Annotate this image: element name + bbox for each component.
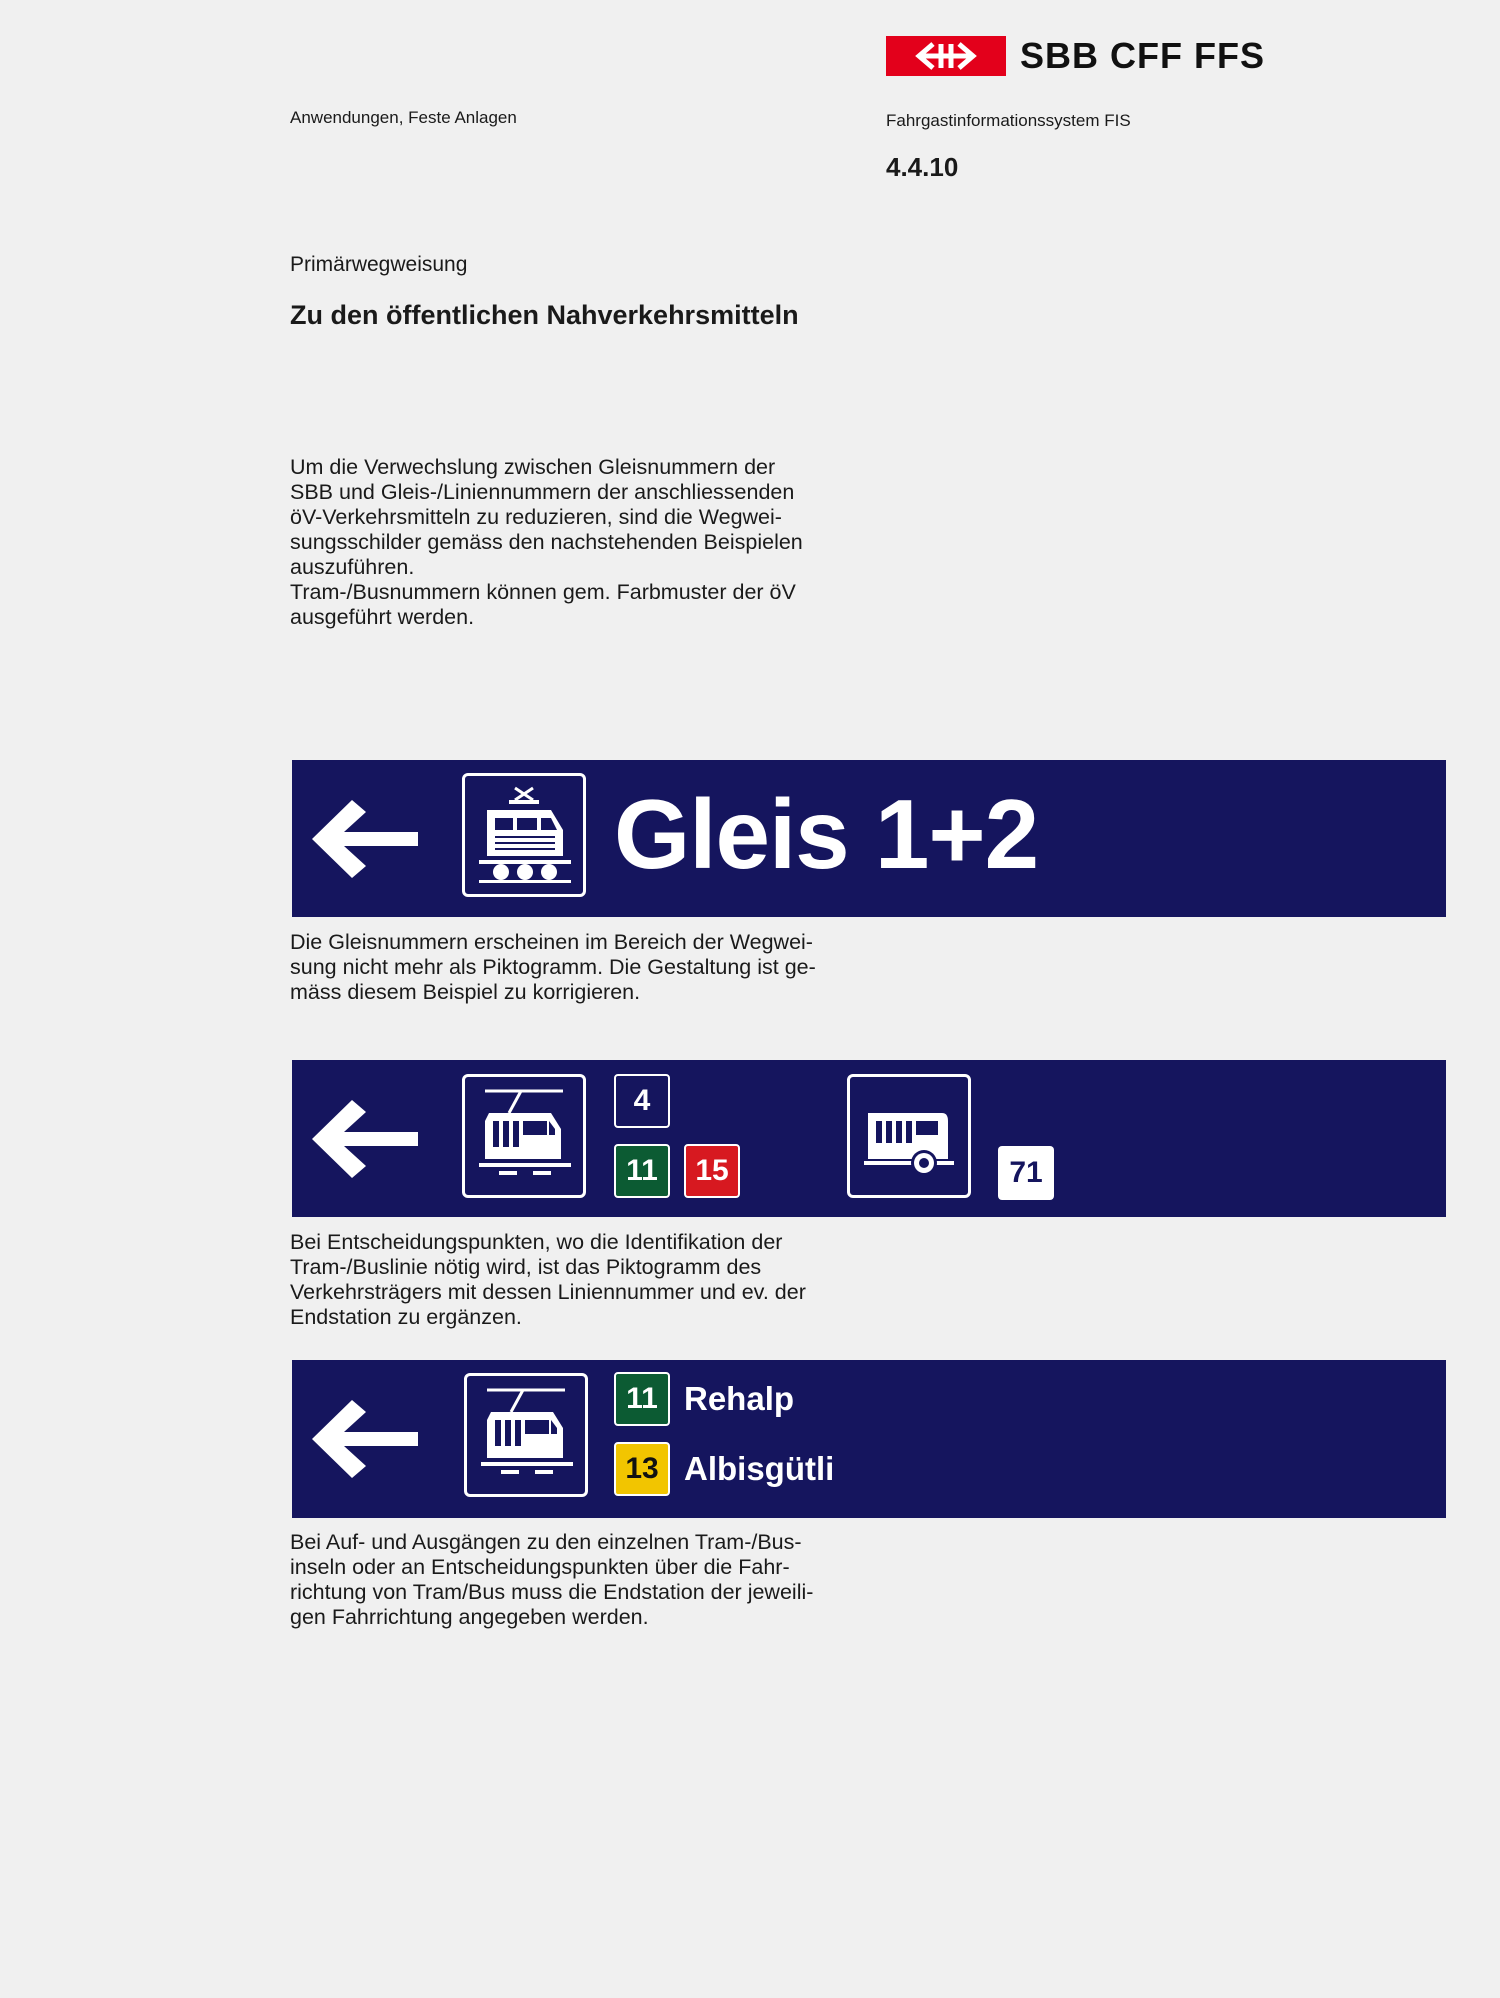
caption-line: Bei Auf- und Ausgängen zu den einzelnen Tram-/Bus- (290, 1530, 802, 1554)
line-badge-11: 11 (614, 1144, 670, 1198)
intro-line: ausgeführt werden. (290, 605, 475, 629)
page-title: Zu den öffentlichen Nahverkehrsmitteln (290, 300, 799, 330)
intro-line: Um die Verwechslung zwischen Gleisnummern der (290, 455, 776, 479)
caption-line: mäss diesem Beispiel zu korrigieren. (290, 980, 641, 1004)
sign-tram-bus-caption (290, 1230, 890, 1330)
caption-line: sung nicht mehr als Piktogramm. Die Gestaltung ist ge- (290, 955, 816, 979)
line-badge-4: 4 (614, 1074, 670, 1128)
train-icon (462, 773, 586, 897)
intro-line: sungsschilder gemäss den nachstehenden Beispielen (290, 530, 803, 554)
caption-line: richtung von Tram/Bus muss die Endstation der jeweili- (290, 1580, 814, 1604)
left-arrow-icon (312, 798, 422, 880)
line-badge-71: 71 (998, 1146, 1054, 1200)
line-badge-13: 13 (614, 1442, 670, 1496)
document-category: Anwendungen, Feste Anlagen (290, 108, 517, 127)
sign-tram-destinations-caption (290, 1530, 890, 1630)
caption-line: gen Fahrrichtung angegeben werden. (290, 1605, 649, 1629)
sign-tram-bus (292, 1060, 1446, 1217)
document-number: 4.4.10 (886, 152, 959, 182)
tram-icon (464, 1373, 588, 1497)
tram-icon (462, 1074, 586, 1198)
caption-line: Bei Entscheidungspunkten, wo die Identifikation der (290, 1230, 783, 1254)
gleis-label: Gleis 1+2 (614, 779, 1039, 889)
section-kicker: Primärwegweisung (290, 253, 468, 276)
sign-gleis-caption (290, 930, 890, 1005)
caption-line: Verkehrsträgers mit dessen Liniennummer und ev. der (290, 1280, 806, 1304)
caption-line: Tram-/Buslinie nötig wird, ist das Piktogramm des (290, 1255, 762, 1279)
intro-line: auszuführen. (290, 555, 415, 579)
intro-paragraph (290, 455, 870, 630)
sbb-logo (886, 34, 1272, 78)
sign-gleis (292, 760, 1446, 917)
sign-tram-destinations (292, 1360, 1446, 1518)
left-arrow-icon (312, 1398, 422, 1480)
destination-rehalp: Rehalp (684, 1380, 795, 1417)
line-badge-11: 11 (614, 1372, 670, 1426)
bus-icon (847, 1074, 971, 1198)
intro-line: öV-Verkehrsmitteln zu reduzieren, sind die Wegwei- (290, 505, 782, 529)
left-arrow-icon (312, 1098, 422, 1180)
destination-albisguetli: Albisgütli (684, 1450, 835, 1487)
intro-line: SBB und Gleis-/Liniennummern der anschliessenden (290, 480, 795, 504)
brand-name: SBB CFF FFS (1020, 35, 1265, 76)
line-badge-15: 15 (684, 1144, 740, 1198)
caption-line: Endstation zu ergänzen. (290, 1305, 522, 1329)
caption-line: inseln oder an Entscheidungspunkten über die Fahr- (290, 1555, 790, 1579)
caption-line: Die Gleisnummern erscheinen im Bereich der Wegwei- (290, 930, 813, 954)
system-name: Fahrgastinformationssystem FIS (886, 111, 1131, 130)
swiss-cross-arrows-icon (886, 36, 1006, 76)
intro-line: Tram-/Busnummern können gem. Farbmuster der öV (290, 580, 796, 604)
